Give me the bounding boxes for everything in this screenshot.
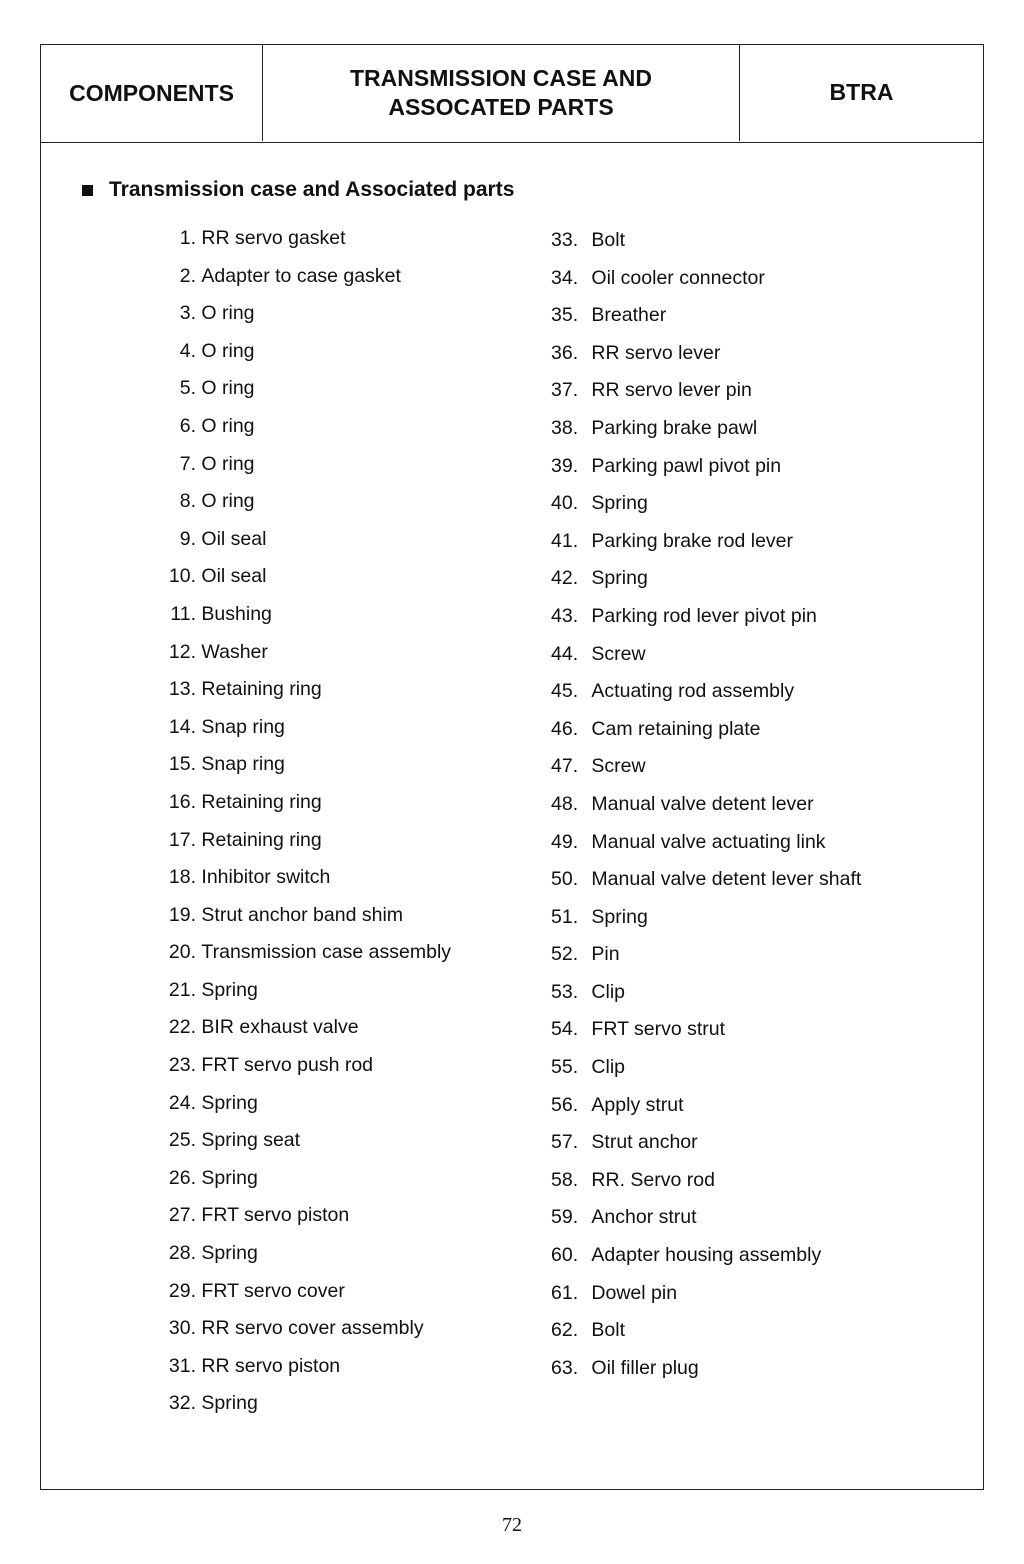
part-name: Spring seat xyxy=(201,1129,301,1152)
part-name: Apply strut xyxy=(591,1093,684,1116)
part-name: FRT servo strut xyxy=(591,1018,726,1041)
part-number: 53. xyxy=(551,980,579,1003)
part-name: O ring xyxy=(201,377,255,400)
part-name: RR servo piston xyxy=(201,1354,341,1377)
part-list-item xyxy=(150,489,451,527)
part-list-item xyxy=(551,717,861,755)
part-name: Retaining ring xyxy=(201,828,322,851)
part-list-item xyxy=(551,754,861,792)
part-name: O ring xyxy=(201,490,255,513)
part-number: 35. xyxy=(551,304,579,327)
part-name: BIR exhaust valve xyxy=(201,1016,359,1039)
part-name: RR servo lever xyxy=(591,341,721,364)
part-list-item xyxy=(150,677,451,715)
part-list-item xyxy=(551,1055,861,1093)
part-name: Adapter to case gasket xyxy=(201,264,401,287)
header-title xyxy=(263,45,740,141)
header-category: COMPONENTS xyxy=(41,45,263,141)
part-list-item xyxy=(150,1166,451,1204)
part-list-item xyxy=(551,266,861,304)
parts-list-right xyxy=(551,228,861,1393)
part-number: 2. xyxy=(179,264,196,287)
part-name: RR servo cover assembly xyxy=(201,1317,424,1340)
part-name: Spring xyxy=(201,1166,258,1189)
part-name: FRT servo piston xyxy=(201,1204,350,1227)
part-list-item xyxy=(551,303,861,341)
part-number: 25. xyxy=(168,1129,196,1152)
part-number: 3. xyxy=(179,302,196,325)
part-list-item xyxy=(551,341,861,379)
part-name: Dowel pin xyxy=(591,1281,678,1304)
part-list-item xyxy=(551,1017,861,1055)
part-number: 24. xyxy=(168,1091,196,1114)
part-name: Snap ring xyxy=(201,753,285,776)
part-name: Anchor strut xyxy=(591,1206,697,1229)
part-name: O ring xyxy=(201,339,255,362)
part-list-item xyxy=(551,228,861,266)
part-list-item xyxy=(551,529,861,567)
part-list-item xyxy=(551,980,861,1018)
part-list-item xyxy=(150,264,451,302)
part-name: Strut anchor xyxy=(591,1131,698,1154)
part-list-item xyxy=(150,1241,451,1279)
part-list-item xyxy=(150,1391,451,1429)
part-name: Strut anchor band shim xyxy=(201,903,404,926)
part-number: 44. xyxy=(551,642,579,665)
part-list-item xyxy=(150,903,451,941)
part-name: Adapter housing assembly xyxy=(591,1244,822,1267)
part-list-item xyxy=(551,1130,861,1168)
part-list-item xyxy=(551,416,861,454)
part-list-item xyxy=(551,1205,861,1243)
part-list-item xyxy=(150,1354,451,1392)
part-list-item xyxy=(150,752,451,790)
part-list-item xyxy=(150,940,451,978)
part-name: Actuating rod assembly xyxy=(591,680,795,703)
part-number: 12. xyxy=(168,640,196,663)
part-number: 27. xyxy=(168,1204,196,1227)
part-name: Retaining ring xyxy=(201,790,322,813)
part-list-item xyxy=(551,830,861,868)
part-number: 46. xyxy=(551,717,579,740)
part-list-item xyxy=(551,905,861,943)
part-name: Retaining ring xyxy=(201,678,322,701)
part-number: 37. xyxy=(551,379,579,402)
part-name: Bolt xyxy=(591,229,626,251)
part-list-item xyxy=(551,1168,861,1206)
part-name: Transmission case assembly xyxy=(201,941,452,964)
part-number: 58. xyxy=(551,1168,579,1191)
part-list-item xyxy=(551,679,861,717)
part-list-item xyxy=(551,942,861,980)
part-number: 59. xyxy=(551,1206,579,1229)
part-list-item xyxy=(551,1093,861,1131)
part-number: 19. xyxy=(168,903,196,926)
part-number: 57. xyxy=(551,1131,579,1154)
part-name: Breather xyxy=(591,304,667,327)
part-list-item xyxy=(150,640,451,678)
part-list-item xyxy=(150,865,451,903)
part-name: Oil cooler connector xyxy=(591,266,765,289)
part-number: 36. xyxy=(551,341,579,364)
part-name: Spring xyxy=(201,978,258,1001)
part-number: 18. xyxy=(168,866,196,889)
part-name: O ring xyxy=(201,414,255,437)
part-name: Spring xyxy=(591,492,648,515)
part-number: 42. xyxy=(551,567,579,590)
part-number: 60. xyxy=(551,1244,579,1267)
part-name: Spring xyxy=(591,905,648,928)
part-list-item xyxy=(551,1243,861,1281)
part-list-item xyxy=(150,527,451,565)
part-name: Clip xyxy=(591,1056,626,1079)
part-list-item xyxy=(551,491,861,529)
part-list-item xyxy=(551,1356,861,1394)
part-number: 52. xyxy=(551,943,579,966)
square-bullet-icon xyxy=(82,185,93,196)
part-name: Manual valve actuating link xyxy=(591,830,826,853)
part-name: Spring xyxy=(591,567,648,590)
part-number: 30. xyxy=(168,1317,196,1340)
part-number: 51. xyxy=(551,905,579,928)
part-name: FRT servo cover xyxy=(201,1279,345,1302)
part-number: 29. xyxy=(168,1279,196,1302)
section-title xyxy=(82,178,514,202)
part-list-item xyxy=(150,1128,451,1166)
part-number: 31. xyxy=(168,1354,196,1377)
part-number: 55. xyxy=(551,1056,579,1079)
part-list-item xyxy=(551,867,861,905)
part-name: RR. Servo rod xyxy=(591,1168,715,1191)
part-name: Spring xyxy=(201,1392,258,1415)
part-number: 21. xyxy=(168,978,196,1001)
part-list-item xyxy=(150,226,451,264)
part-name: Parking brake rod lever xyxy=(591,529,794,552)
part-list-item xyxy=(150,376,451,414)
part-number: 9. xyxy=(179,527,196,550)
part-list-item xyxy=(551,1318,861,1356)
part-name: Spring xyxy=(201,1242,258,1265)
section-title-text: Transmission case and Associated parts xyxy=(109,178,515,201)
part-number: 45. xyxy=(551,680,579,703)
header-title-text: TRANSMISSION CASE AND ASSOCATED PARTS xyxy=(350,65,652,120)
part-name: Oil seal xyxy=(201,565,267,588)
part-name: FRT servo push rod xyxy=(201,1054,374,1077)
part-name: Parking pawl pivot pin xyxy=(591,454,782,477)
header-table xyxy=(41,45,983,143)
part-name: Washer xyxy=(201,640,268,663)
part-name: Pin xyxy=(591,943,620,966)
part-list-item xyxy=(150,1053,451,1091)
part-name: Manual valve detent lever shaft xyxy=(591,868,862,891)
part-number: 23. xyxy=(168,1054,196,1077)
part-number: 61. xyxy=(551,1281,579,1304)
part-number: 20. xyxy=(168,941,196,964)
part-list-item xyxy=(551,454,861,492)
part-list-item xyxy=(551,378,861,416)
page-number: 72 xyxy=(502,1514,522,1536)
part-number: 8. xyxy=(179,490,196,513)
part-name: Clip xyxy=(591,980,626,1003)
part-list-item xyxy=(551,566,861,604)
part-name: Screw xyxy=(591,755,646,778)
part-name: RR servo lever pin xyxy=(591,379,752,402)
part-number: 48. xyxy=(551,792,579,815)
part-number: 38. xyxy=(551,416,579,439)
parts-list-left xyxy=(150,226,451,1429)
part-number: 49. xyxy=(551,830,579,853)
part-number: 28. xyxy=(168,1242,196,1265)
part-number: 40. xyxy=(551,492,579,515)
part-number: 41. xyxy=(551,529,579,552)
part-name: Spring xyxy=(201,1091,258,1114)
part-number: 54. xyxy=(551,1018,579,1041)
part-list-item xyxy=(150,978,451,1016)
part-number: 6. xyxy=(179,414,196,437)
part-name: RR servo gasket xyxy=(201,227,346,249)
part-list-item xyxy=(551,792,861,830)
part-name: Screw xyxy=(591,642,646,665)
part-number: 43. xyxy=(551,604,579,627)
part-number: 16. xyxy=(168,790,196,813)
part-number: 63. xyxy=(551,1356,579,1379)
part-list-item xyxy=(150,564,451,602)
part-name: Manual valve detent lever xyxy=(591,792,814,815)
part-name: Inhibitor switch xyxy=(201,866,331,889)
part-list-item xyxy=(150,1091,451,1129)
part-list-item xyxy=(150,715,451,753)
part-name: Cam retaining plate xyxy=(591,717,761,740)
part-list-item xyxy=(551,1281,861,1319)
part-list-item xyxy=(150,339,451,377)
part-list-item xyxy=(150,1279,451,1317)
part-list-item xyxy=(150,1316,451,1354)
part-name: Parking brake pawl xyxy=(591,416,758,439)
part-number: 11. xyxy=(170,602,196,625)
part-number: 26. xyxy=(168,1166,196,1189)
part-list-item xyxy=(551,604,861,642)
part-number: 32. xyxy=(168,1392,196,1415)
part-number: 56. xyxy=(551,1093,579,1116)
part-list-item xyxy=(150,301,451,339)
part-number: 47. xyxy=(551,755,579,778)
part-number: 4. xyxy=(179,339,196,362)
part-list-item xyxy=(150,414,451,452)
part-name: O ring xyxy=(201,452,255,475)
part-list-item xyxy=(150,828,451,866)
part-list-item xyxy=(150,452,451,490)
part-number: 10. xyxy=(168,565,196,588)
part-number: 17. xyxy=(168,828,196,851)
part-number: 15. xyxy=(168,753,196,776)
part-number: 39. xyxy=(551,454,579,477)
part-list-item xyxy=(551,642,861,680)
part-list-item xyxy=(150,602,451,640)
part-number: 5. xyxy=(179,377,196,400)
part-name: Parking rod lever pivot pin xyxy=(591,604,817,627)
part-name: Bolt xyxy=(591,1319,626,1342)
part-number: 62. xyxy=(551,1319,579,1342)
part-number: 50. xyxy=(551,868,579,891)
part-name: Bushing xyxy=(201,602,272,625)
part-number: 13. xyxy=(168,678,196,701)
part-list-item xyxy=(150,1203,451,1241)
part-number: 22. xyxy=(168,1016,196,1039)
part-name: Oil filler plug xyxy=(591,1356,699,1379)
part-number: 34. xyxy=(551,266,579,289)
part-number: 14. xyxy=(168,715,196,738)
part-name: Oil seal xyxy=(201,527,267,550)
header-model: BTRA xyxy=(829,78,894,105)
part-list-item xyxy=(150,790,451,828)
part-number: 1. xyxy=(179,227,196,249)
part-name: Snap ring xyxy=(201,715,285,738)
part-number: 7. xyxy=(179,452,196,475)
part-list-item xyxy=(150,1015,451,1053)
part-number: 33. xyxy=(551,229,579,251)
part-name: O ring xyxy=(201,302,255,325)
